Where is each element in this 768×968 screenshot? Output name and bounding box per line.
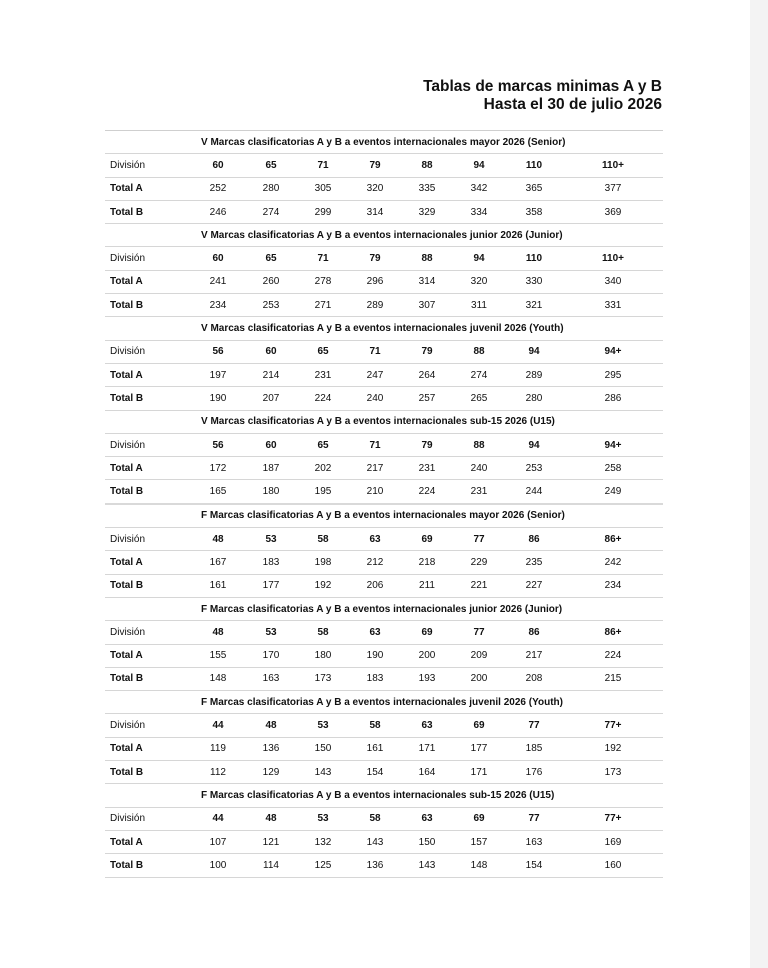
mark-cell: 231 xyxy=(401,457,453,480)
mark-cell: 342 xyxy=(453,177,505,200)
mark-cell: 264 xyxy=(401,363,453,386)
mark-cell: 167 xyxy=(191,551,245,574)
weight-class-cell: 79 xyxy=(401,340,453,363)
mark-cell: 190 xyxy=(349,644,401,667)
mark-cell: 209 xyxy=(453,644,505,667)
weight-class-cell: 77 xyxy=(453,528,505,551)
mark-cell: 112 xyxy=(191,761,245,784)
weight-class-cell: 58 xyxy=(297,528,349,551)
mark-cell: 227 xyxy=(505,574,563,597)
mark-cell: 136 xyxy=(349,854,401,877)
weight-class-cell: 56 xyxy=(191,433,245,456)
division-row xyxy=(105,807,663,830)
weight-class-cell: 65 xyxy=(245,154,297,177)
total-a-row xyxy=(105,363,663,386)
weight-class-cell: 94+ xyxy=(563,340,663,363)
mark-cell: 173 xyxy=(297,667,349,690)
mark-cell: 234 xyxy=(563,574,663,597)
weight-class-cell: 77+ xyxy=(563,714,663,737)
section-title-row xyxy=(105,691,663,714)
row-label: Total B xyxy=(105,667,191,690)
mark-cell: 307 xyxy=(401,294,453,317)
weight-class-cell: 60 xyxy=(191,154,245,177)
weight-class-cell: 77 xyxy=(453,621,505,644)
mark-cell: 200 xyxy=(453,667,505,690)
section-title: F Marcas clasificatorias A y B a eventos internacionales juvenil 2026 (Youth) xyxy=(105,691,663,714)
total-b-row xyxy=(105,480,663,504)
weight-class-cell: 79 xyxy=(401,433,453,456)
mark-cell: 235 xyxy=(505,551,563,574)
mark-cell: 329 xyxy=(401,200,453,223)
row-label: División xyxy=(105,247,191,270)
weight-class-cell: 63 xyxy=(349,528,401,551)
mark-cell: 231 xyxy=(297,363,349,386)
mark-cell: 187 xyxy=(245,457,297,480)
title-line-1: Tablas de marcas minimas A y B xyxy=(423,78,662,95)
section-title-row xyxy=(105,131,663,154)
mark-cell: 369 xyxy=(563,200,663,223)
total-a-row xyxy=(105,830,663,853)
weight-class-cell: 63 xyxy=(349,621,401,644)
mark-cell: 286 xyxy=(563,387,663,410)
mark-cell: 246 xyxy=(191,200,245,223)
mark-cell: 148 xyxy=(453,854,505,877)
weight-class-cell: 77+ xyxy=(563,807,663,830)
division-row xyxy=(105,340,663,363)
row-label: División xyxy=(105,714,191,737)
weight-class-cell: 48 xyxy=(245,714,297,737)
weight-class-cell: 86+ xyxy=(563,528,663,551)
mark-cell: 365 xyxy=(505,177,563,200)
mark-cell: 214 xyxy=(245,363,297,386)
mark-cell: 244 xyxy=(505,480,563,504)
mark-cell: 274 xyxy=(245,200,297,223)
mark-cell: 193 xyxy=(401,667,453,690)
mark-cell: 177 xyxy=(245,574,297,597)
mark-cell: 311 xyxy=(453,294,505,317)
mark-cell: 231 xyxy=(453,480,505,504)
weight-class-cell: 88 xyxy=(401,154,453,177)
mark-cell: 358 xyxy=(505,200,563,223)
section-title: V Marcas clasificatorias A y B a eventos internacionales mayor 2026 (Senior) xyxy=(105,131,663,154)
row-label: Total A xyxy=(105,270,191,293)
mark-cell: 271 xyxy=(297,294,349,317)
mark-cell: 170 xyxy=(245,644,297,667)
mark-cell: 195 xyxy=(297,480,349,504)
total-a-row xyxy=(105,737,663,760)
weight-class-cell: 71 xyxy=(297,154,349,177)
weight-class-cell: 94+ xyxy=(563,433,663,456)
mark-cell: 143 xyxy=(297,761,349,784)
mark-cell: 234 xyxy=(191,294,245,317)
mark-cell: 320 xyxy=(349,177,401,200)
mark-cell: 217 xyxy=(349,457,401,480)
mark-cell: 173 xyxy=(563,761,663,784)
weight-class-cell: 88 xyxy=(453,340,505,363)
mark-cell: 208 xyxy=(505,667,563,690)
weight-class-cell: 48 xyxy=(191,621,245,644)
mark-cell: 240 xyxy=(453,457,505,480)
weight-class-cell: 48 xyxy=(191,528,245,551)
mark-cell: 289 xyxy=(349,294,401,317)
weight-class-cell: 79 xyxy=(349,247,401,270)
row-label: Total B xyxy=(105,480,191,504)
section-title-row xyxy=(105,784,663,807)
mark-cell: 192 xyxy=(563,737,663,760)
mark-cell: 154 xyxy=(505,854,563,877)
mark-cell: 150 xyxy=(297,737,349,760)
mark-cell: 185 xyxy=(505,737,563,760)
row-label: División xyxy=(105,807,191,830)
mark-cell: 176 xyxy=(505,761,563,784)
section-title-row xyxy=(105,410,663,433)
weight-class-cell: 69 xyxy=(401,621,453,644)
row-label: Total A xyxy=(105,551,191,574)
total-a-row xyxy=(105,551,663,574)
weight-class-cell: 77 xyxy=(505,714,563,737)
total-b-row xyxy=(105,761,663,784)
mark-cell: 143 xyxy=(349,830,401,853)
mark-cell: 198 xyxy=(297,551,349,574)
mark-cell: 119 xyxy=(191,737,245,760)
weight-class-cell: 88 xyxy=(401,247,453,270)
total-b-row xyxy=(105,574,663,597)
mark-cell: 160 xyxy=(563,854,663,877)
weight-class-cell: 94 xyxy=(505,340,563,363)
mark-cell: 321 xyxy=(505,294,563,317)
weight-class-cell: 69 xyxy=(401,528,453,551)
weight-class-cell: 71 xyxy=(349,340,401,363)
mark-cell: 212 xyxy=(349,551,401,574)
section-title: F Marcas clasificatorias A y B a eventos internacionales junior 2026 (Junior) xyxy=(105,597,663,620)
mark-cell: 202 xyxy=(297,457,349,480)
marks-table xyxy=(105,130,663,878)
weight-class-cell: 60 xyxy=(191,247,245,270)
total-a-row xyxy=(105,644,663,667)
division-row xyxy=(105,154,663,177)
weight-class-cell: 58 xyxy=(297,621,349,644)
weight-class-cell: 44 xyxy=(191,714,245,737)
mark-cell: 215 xyxy=(563,667,663,690)
mark-cell: 114 xyxy=(245,854,297,877)
weight-class-cell: 110 xyxy=(505,247,563,270)
section-title-row xyxy=(105,597,663,620)
total-b-row xyxy=(105,294,663,317)
row-label: Total B xyxy=(105,574,191,597)
mark-cell: 180 xyxy=(245,480,297,504)
division-row xyxy=(105,433,663,456)
marks-table-body xyxy=(105,131,663,878)
mark-cell: 296 xyxy=(349,270,401,293)
weight-class-cell: 63 xyxy=(401,714,453,737)
weight-class-cell: 110+ xyxy=(563,154,663,177)
mark-cell: 132 xyxy=(297,830,349,853)
mark-cell: 121 xyxy=(245,830,297,853)
mark-cell: 331 xyxy=(563,294,663,317)
mark-cell: 161 xyxy=(191,574,245,597)
weight-class-cell: 48 xyxy=(245,807,297,830)
weight-class-cell: 88 xyxy=(453,433,505,456)
mark-cell: 295 xyxy=(563,363,663,386)
mark-cell: 163 xyxy=(505,830,563,853)
mark-cell: 241 xyxy=(191,270,245,293)
total-b-row xyxy=(105,200,663,223)
division-row xyxy=(105,714,663,737)
mark-cell: 183 xyxy=(349,667,401,690)
division-row xyxy=(105,528,663,551)
weight-class-cell: 86 xyxy=(505,528,563,551)
section-title-row xyxy=(105,504,663,528)
mark-cell: 340 xyxy=(563,270,663,293)
mark-cell: 377 xyxy=(563,177,663,200)
mark-cell: 155 xyxy=(191,644,245,667)
row-label: División xyxy=(105,433,191,456)
mark-cell: 211 xyxy=(401,574,453,597)
weight-class-cell: 77 xyxy=(505,807,563,830)
section-title: V Marcas clasificatorias A y B a eventos internacionales juvenil 2026 (Youth) xyxy=(105,317,663,340)
mark-cell: 207 xyxy=(245,387,297,410)
weight-class-cell: 86 xyxy=(505,621,563,644)
mark-cell: 164 xyxy=(401,761,453,784)
mark-cell: 280 xyxy=(505,387,563,410)
weight-class-cell: 53 xyxy=(297,714,349,737)
mark-cell: 157 xyxy=(453,830,505,853)
mark-cell: 224 xyxy=(297,387,349,410)
mark-cell: 260 xyxy=(245,270,297,293)
row-label: Total A xyxy=(105,644,191,667)
mark-cell: 224 xyxy=(401,480,453,504)
weight-class-cell: 69 xyxy=(453,807,505,830)
mark-cell: 107 xyxy=(191,830,245,853)
mark-cell: 335 xyxy=(401,177,453,200)
mark-cell: 192 xyxy=(297,574,349,597)
division-row xyxy=(105,247,663,270)
weight-class-cell: 58 xyxy=(349,807,401,830)
total-a-row xyxy=(105,457,663,480)
mark-cell: 197 xyxy=(191,363,245,386)
mark-cell: 161 xyxy=(349,737,401,760)
page-title xyxy=(423,78,662,114)
mark-cell: 299 xyxy=(297,200,349,223)
weight-class-cell: 94 xyxy=(453,154,505,177)
row-label: Total A xyxy=(105,830,191,853)
section-title: F Marcas clasificatorias A y B a eventos internacionales mayor 2026 (Senior) xyxy=(105,504,663,528)
row-label: División xyxy=(105,154,191,177)
page-edge xyxy=(750,0,768,968)
mark-cell: 249 xyxy=(563,480,663,504)
mark-cell: 247 xyxy=(349,363,401,386)
mark-cell: 320 xyxy=(453,270,505,293)
row-label: Total A xyxy=(105,177,191,200)
mark-cell: 190 xyxy=(191,387,245,410)
mark-cell: 206 xyxy=(349,574,401,597)
weight-class-cell: 65 xyxy=(297,433,349,456)
weight-class-cell: 60 xyxy=(245,340,297,363)
mark-cell: 242 xyxy=(563,551,663,574)
weight-class-cell: 53 xyxy=(245,621,297,644)
mark-cell: 129 xyxy=(245,761,297,784)
mark-cell: 289 xyxy=(505,363,563,386)
mark-cell: 224 xyxy=(563,644,663,667)
weight-class-cell: 53 xyxy=(297,807,349,830)
section-title-row xyxy=(105,317,663,340)
row-label: Total B xyxy=(105,200,191,223)
mark-cell: 200 xyxy=(401,644,453,667)
weight-class-cell: 71 xyxy=(349,433,401,456)
mark-cell: 253 xyxy=(505,457,563,480)
mark-cell: 265 xyxy=(453,387,505,410)
mark-cell: 221 xyxy=(453,574,505,597)
weight-class-cell: 110+ xyxy=(563,247,663,270)
mark-cell: 172 xyxy=(191,457,245,480)
mark-cell: 314 xyxy=(401,270,453,293)
mark-cell: 314 xyxy=(349,200,401,223)
section-title-row xyxy=(105,224,663,247)
row-label: Total A xyxy=(105,737,191,760)
division-row xyxy=(105,621,663,644)
mark-cell: 125 xyxy=(297,854,349,877)
row-label: División xyxy=(105,340,191,363)
mark-cell: 171 xyxy=(401,737,453,760)
mark-cell: 163 xyxy=(245,667,297,690)
mark-cell: 165 xyxy=(191,480,245,504)
mark-cell: 252 xyxy=(191,177,245,200)
row-label: Total B xyxy=(105,294,191,317)
row-label: División xyxy=(105,621,191,644)
section-title: V Marcas clasificatorias A y B a eventos internacionales junior 2026 (Junior) xyxy=(105,224,663,247)
weight-class-cell: 110 xyxy=(505,154,563,177)
weight-class-cell: 94 xyxy=(505,433,563,456)
mark-cell: 100 xyxy=(191,854,245,877)
weight-class-cell: 60 xyxy=(245,433,297,456)
mark-cell: 143 xyxy=(401,854,453,877)
row-label: Total B xyxy=(105,854,191,877)
mark-cell: 217 xyxy=(505,644,563,667)
weight-class-cell: 65 xyxy=(297,340,349,363)
weight-class-cell: 71 xyxy=(297,247,349,270)
row-label: Total B xyxy=(105,387,191,410)
weight-class-cell: 94 xyxy=(453,247,505,270)
weight-class-cell: 69 xyxy=(453,714,505,737)
mark-cell: 305 xyxy=(297,177,349,200)
weight-class-cell: 56 xyxy=(191,340,245,363)
mark-cell: 278 xyxy=(297,270,349,293)
section-title: F Marcas clasificatorias A y B a eventos internacionales sub-15 2026 (U15) xyxy=(105,784,663,807)
total-a-row xyxy=(105,177,663,200)
mark-cell: 180 xyxy=(297,644,349,667)
section-title: V Marcas clasificatorias A y B a eventos internacionales sub-15 2026 (U15) xyxy=(105,410,663,433)
mark-cell: 229 xyxy=(453,551,505,574)
mark-cell: 148 xyxy=(191,667,245,690)
mark-cell: 154 xyxy=(349,761,401,784)
weight-class-cell: 58 xyxy=(349,714,401,737)
mark-cell: 334 xyxy=(453,200,505,223)
total-b-row xyxy=(105,667,663,690)
row-label: Total A xyxy=(105,457,191,480)
mark-cell: 171 xyxy=(453,761,505,784)
mark-cell: 169 xyxy=(563,830,663,853)
mark-cell: 258 xyxy=(563,457,663,480)
title-line-2: Hasta el 30 de julio 2026 xyxy=(483,96,662,113)
mark-cell: 136 xyxy=(245,737,297,760)
mark-cell: 240 xyxy=(349,387,401,410)
total-b-row xyxy=(105,387,663,410)
mark-cell: 210 xyxy=(349,480,401,504)
weight-class-cell: 86+ xyxy=(563,621,663,644)
weight-class-cell: 79 xyxy=(349,154,401,177)
mark-cell: 177 xyxy=(453,737,505,760)
weight-class-cell: 53 xyxy=(245,528,297,551)
mark-cell: 274 xyxy=(453,363,505,386)
row-label: Total A xyxy=(105,363,191,386)
mark-cell: 253 xyxy=(245,294,297,317)
mark-cell: 280 xyxy=(245,177,297,200)
mark-cell: 330 xyxy=(505,270,563,293)
row-label: Total B xyxy=(105,761,191,784)
mark-cell: 150 xyxy=(401,830,453,853)
total-b-row xyxy=(105,854,663,877)
weight-class-cell: 65 xyxy=(245,247,297,270)
weight-class-cell: 44 xyxy=(191,807,245,830)
row-label: División xyxy=(105,528,191,551)
mark-cell: 183 xyxy=(245,551,297,574)
mark-cell: 257 xyxy=(401,387,453,410)
total-a-row xyxy=(105,270,663,293)
weight-class-cell: 63 xyxy=(401,807,453,830)
mark-cell: 218 xyxy=(401,551,453,574)
